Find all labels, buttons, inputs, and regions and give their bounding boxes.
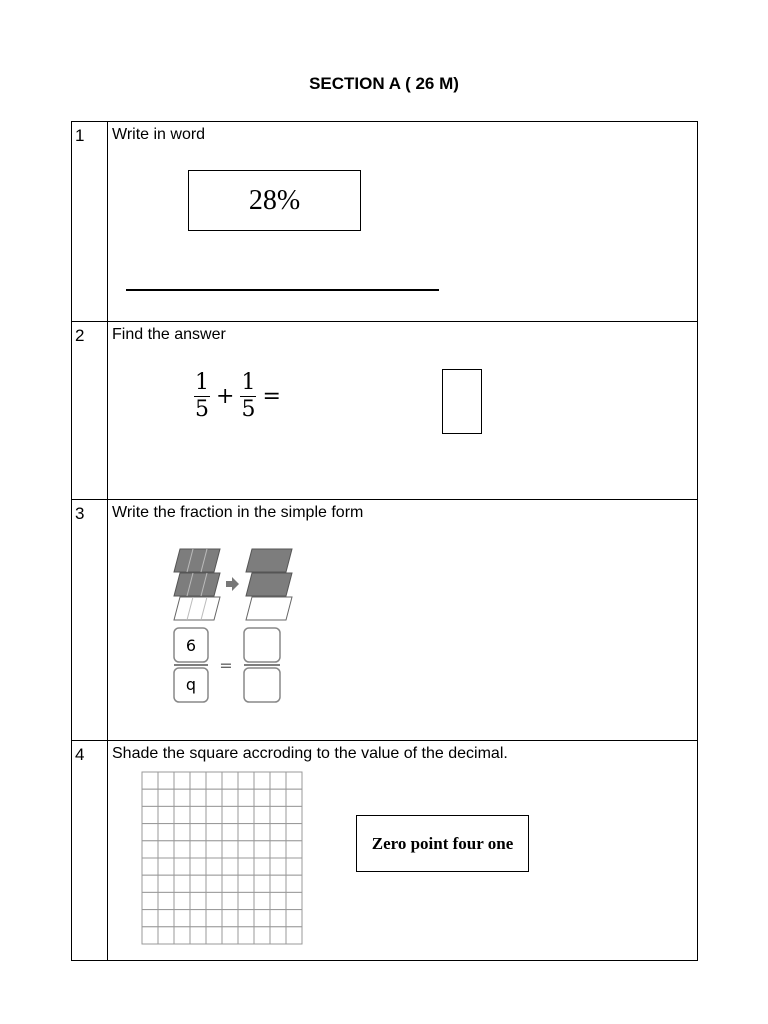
grid-cell[interactable] <box>142 858 158 875</box>
grid-cell[interactable] <box>158 875 174 892</box>
grid-cell[interactable] <box>222 927 238 944</box>
grid-cell[interactable] <box>158 772 174 789</box>
grid-cell[interactable] <box>158 892 174 909</box>
grid-cell[interactable] <box>286 772 302 789</box>
grid-cell[interactable] <box>142 875 158 892</box>
grid-cell[interactable] <box>158 841 174 858</box>
grid-cell[interactable] <box>174 858 190 875</box>
answer-box[interactable] <box>442 369 482 434</box>
grid-cell[interactable] <box>222 789 238 806</box>
grid-cell[interactable] <box>254 875 270 892</box>
grid-cell[interactable] <box>286 875 302 892</box>
question-row-4 <box>72 741 698 961</box>
questions-table <box>71 121 698 961</box>
question-row-2 <box>72 322 698 500</box>
grid-cell[interactable] <box>222 875 238 892</box>
question-prompt: Shade the square accroding to the value of the decimal. <box>112 745 508 762</box>
grid-cell[interactable] <box>238 824 254 841</box>
grid-cell[interactable] <box>190 841 206 858</box>
grid-cell[interactable] <box>270 892 286 909</box>
grid-cell[interactable] <box>238 858 254 875</box>
grid-cell[interactable] <box>286 789 302 806</box>
grid-cell[interactable] <box>190 875 206 892</box>
fraction-b-denominator: 5 <box>241 397 256 422</box>
grid-cell[interactable] <box>190 772 206 789</box>
question-body <box>108 741 698 961</box>
fraction-b <box>239 370 257 423</box>
grid-cell[interactable] <box>142 892 158 909</box>
grid-cell[interactable] <box>174 910 190 927</box>
grid-cell[interactable] <box>142 806 158 823</box>
question-number: 4 <box>72 741 108 961</box>
grid-cell[interactable] <box>142 927 158 944</box>
question-number: 2 <box>72 322 108 500</box>
plus-sign: + <box>216 384 235 409</box>
grid-cell[interactable] <box>286 824 302 841</box>
grid-cell[interactable] <box>270 841 286 858</box>
grid-cell[interactable] <box>206 806 222 823</box>
question-row-3 <box>72 500 698 741</box>
grid-cell[interactable] <box>238 910 254 927</box>
grid-cell[interactable] <box>158 858 174 875</box>
question-prompt: Write in word <box>112 126 206 143</box>
question-body <box>108 500 698 741</box>
fraction-a-denominator: 5 <box>195 397 209 422</box>
grid-cell[interactable] <box>174 892 190 909</box>
fraction-a-numerator: 1 <box>195 370 209 395</box>
grid-cell[interactable] <box>270 858 286 875</box>
grid-cell[interactable] <box>270 910 286 927</box>
equals-sign: = <box>219 656 233 675</box>
grid-cell[interactable] <box>174 772 190 789</box>
right-parallelogram-stack <box>246 549 292 620</box>
grid-cell[interactable] <box>206 789 222 806</box>
grid-cell[interactable] <box>254 806 270 823</box>
grid-cell[interactable] <box>142 824 158 841</box>
grid-cell[interactable] <box>286 910 302 927</box>
grid-cell[interactable] <box>286 858 302 875</box>
grid-cell[interactable] <box>190 892 206 909</box>
grid-cell[interactable] <box>254 772 270 789</box>
grid-cell[interactable] <box>238 772 254 789</box>
question-body <box>108 122 698 322</box>
grid-cell[interactable] <box>206 841 222 858</box>
question-number: 3 <box>72 500 108 741</box>
grid-cell[interactable] <box>270 927 286 944</box>
grid-cell[interactable] <box>222 824 238 841</box>
question-row-1 <box>72 122 698 322</box>
grid-cell[interactable] <box>270 772 286 789</box>
equals-sign: = <box>262 384 281 409</box>
section-title: SECTION A ( 26 M) <box>309 74 459 93</box>
hundred-square-grid[interactable] <box>141 771 303 945</box>
grid-cell[interactable] <box>222 858 238 875</box>
question-prompt: Write the fraction in the simple form <box>112 504 364 521</box>
grid-cell[interactable] <box>206 858 222 875</box>
grid-cell[interactable] <box>238 841 254 858</box>
left-parallelogram-stack <box>174 549 220 620</box>
fraction-a <box>193 370 211 423</box>
grid-cell[interactable] <box>206 927 222 944</box>
grid-cell[interactable] <box>254 789 270 806</box>
decimal-words-box: Zero point four one <box>356 815 529 872</box>
grid-cell[interactable] <box>254 841 270 858</box>
grid-cell[interactable] <box>190 858 206 875</box>
grid-cell[interactable] <box>174 841 190 858</box>
grid-cell[interactable] <box>270 806 286 823</box>
given-numerator: 6 <box>185 636 197 655</box>
grid-cell[interactable] <box>142 772 158 789</box>
grid-cell[interactable] <box>270 789 286 806</box>
grid-cell[interactable] <box>206 772 222 789</box>
grid-cell[interactable] <box>158 789 174 806</box>
grid-cell[interactable] <box>254 892 270 909</box>
grid-cell[interactable] <box>142 841 158 858</box>
grid-cell[interactable] <box>174 824 190 841</box>
grid-cell[interactable] <box>174 806 190 823</box>
grid-cell[interactable] <box>158 927 174 944</box>
fraction-simplify-figure <box>170 546 305 714</box>
question-number: 1 <box>72 122 108 322</box>
grid-cell[interactable] <box>206 875 222 892</box>
grid-cell[interactable] <box>206 824 222 841</box>
grid-cell[interactable] <box>238 789 254 806</box>
grid-cell[interactable] <box>238 806 254 823</box>
grid-cell[interactable] <box>254 858 270 875</box>
grid-cell[interactable] <box>286 841 302 858</box>
grid-cell[interactable] <box>238 875 254 892</box>
grid-cell[interactable] <box>174 789 190 806</box>
grid-cell[interactable] <box>222 806 238 823</box>
grid-cell[interactable] <box>158 824 174 841</box>
grid-cell[interactable] <box>142 789 158 806</box>
grid-cell[interactable] <box>174 875 190 892</box>
arrow-icon <box>226 577 239 591</box>
grid-cell[interactable] <box>270 875 286 892</box>
grid-cell[interactable] <box>254 910 270 927</box>
answer-numerator-box[interactable] <box>244 628 280 662</box>
fraction-b-numerator: 1 <box>241 370 256 395</box>
given-denominator: q <box>185 675 197 694</box>
question-prompt: Find the answer <box>112 326 226 343</box>
grid-cell[interactable] <box>286 806 302 823</box>
grid-cell[interactable] <box>158 910 174 927</box>
answer-line[interactable] <box>126 289 439 291</box>
grid-cell[interactable] <box>190 824 206 841</box>
grid-cell[interactable] <box>190 910 206 927</box>
grid-cell[interactable] <box>254 824 270 841</box>
grid-cell[interactable] <box>190 789 206 806</box>
grid-cell[interactable] <box>238 927 254 944</box>
grid-cell[interactable] <box>174 927 190 944</box>
grid-cell[interactable] <box>222 841 238 858</box>
grid-cell[interactable] <box>254 927 270 944</box>
grid-cell[interactable] <box>158 806 174 823</box>
question-body <box>108 322 698 500</box>
grid-cell[interactable] <box>190 806 206 823</box>
grid-cell[interactable] <box>286 892 302 909</box>
grid-cell[interactable] <box>222 910 238 927</box>
grid-cell[interactable] <box>238 892 254 909</box>
grid-cell[interactable] <box>270 824 286 841</box>
grid-cell[interactable] <box>286 927 302 944</box>
grid-cell[interactable] <box>222 892 238 909</box>
grid-cell[interactable] <box>190 927 206 944</box>
grid-cell[interactable] <box>206 910 222 927</box>
fraction-expression <box>190 370 283 423</box>
percent-value-box: 28% <box>188 170 361 231</box>
grid-cell[interactable] <box>206 892 222 909</box>
answer-denominator-box[interactable] <box>244 668 280 702</box>
grid-cell[interactable] <box>222 772 238 789</box>
grid-cell[interactable] <box>142 910 158 927</box>
